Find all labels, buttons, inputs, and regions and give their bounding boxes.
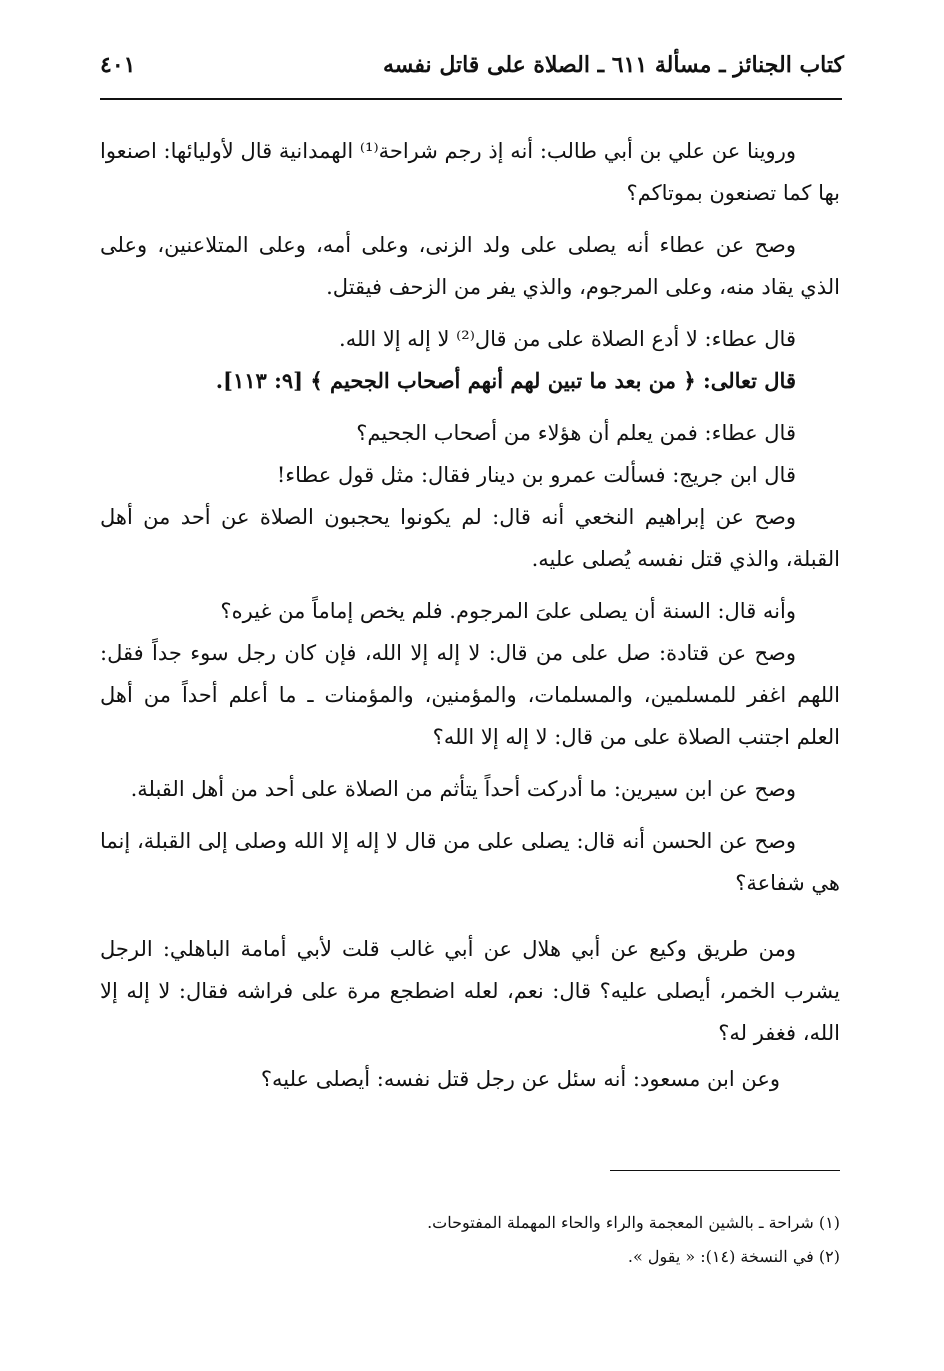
paragraph-ata-1: وصح عن عطاء أنه يصلى على ولد الزنى، وعلى أمه، وعلى المتلاعنين، وعلى الذي يقاد منه، وعلى المرجوم، والذي يفر من الزحف فيقتل. [100, 233, 840, 299]
header-rule [100, 98, 842, 100]
footnote-2: (٢) في النسخة (١٤): « يقول ». [627, 1247, 840, 1266]
footnote-1: (١) شراحة ـ بالشين المعجمة والراء والحاء المهملة المفتوحات. [427, 1213, 840, 1232]
footnotes [100, 1206, 840, 1274]
paragraph-ata-2: قال عطاء: لا أدع الصلاة على من قال⁽²⁾ لا إله إلا الله. [339, 327, 796, 351]
paragraph-sunna: وأنه قال: السنة أن يصلى علىَ المرجوم. فلم يخص إماماً من غيره؟ [220, 599, 796, 623]
paragraph-quran-verse: قال تعالى: ﴿ من بعد ما تبين لهم أنهم أصحاب الجحيم ﴾ [٩: ١١٣]. [215, 368, 796, 393]
page-number: ٤٠١ [100, 52, 136, 78]
paragraph-nakhai: وصح عن إبراهيم النخعي أنه قال: لم يكونوا يحجبون الصلاة عن أحد من أهل القبلة، والذي قتل نفسه يُصلى عليه. [100, 505, 840, 571]
paragraph-qatada: وصح عن قتادة: صل على من قال: لا إله إلا الله، فإن كان رجل سوء جداً فقل: اللهم اغفر للمسلمين، والمسلمات، والمؤمنين، والمؤمنات ـ ما أعلم أحداً من أهل العلم اجتنب الصلاة على من قال: لا إله إلا الله؟ [100, 641, 840, 749]
paragraph-waki: ومن طريق وكيع عن أبي هلال عن أبي غالب قلت لأبي أمامة الباهلي: الرجل يشرب الخمر، أيصلى عليه؟ قال: نعم، لعله اضطجع مرة على فراشه فقال: لا إله إلا الله، فغفر له؟ [100, 937, 840, 1045]
paragraph-ibn-masud: وعن ابن مسعود: أنه سئل عن رجل قتل نفسه: أيصلى عليه؟ [260, 1067, 780, 1091]
paragraph-ali: وروينا عن علي بن أبي طالب: أنه إذ رجم شراحة⁽¹⁾ الهمدانية قال لأوليائها: اصنعوا بها كما تصنعون بموتاكم؟ [100, 139, 840, 205]
paragraph-ibn-jurayj: قال ابن جريج: فسألت عمرو بن دينار فقال: مثل قول عطاء! [276, 463, 796, 487]
paragraph-ibn-sirin: وصح عن ابن سيرين: ما أدركت أحداً يتأثم من الصلاة على أحد من أهل القبلة. [130, 777, 796, 801]
main-text [100, 130, 840, 1100]
paragraph-ata-3: قال عطاء: فمن يعلم أن هؤلاء من أصحاب الجحيم؟ [356, 421, 796, 445]
running-header-title: كتاب الجنائز ـ مسألة ٦١١ ـ الصلاة على قاتل نفسه [382, 52, 844, 78]
paragraph-hasan: وصح عن الحسن أنه قال: يصلى على من قال لا إله إلا الله وصلى إلى القبلة، إنما هي شفاعة؟ [100, 829, 840, 895]
footnote-rule [610, 1170, 840, 1171]
